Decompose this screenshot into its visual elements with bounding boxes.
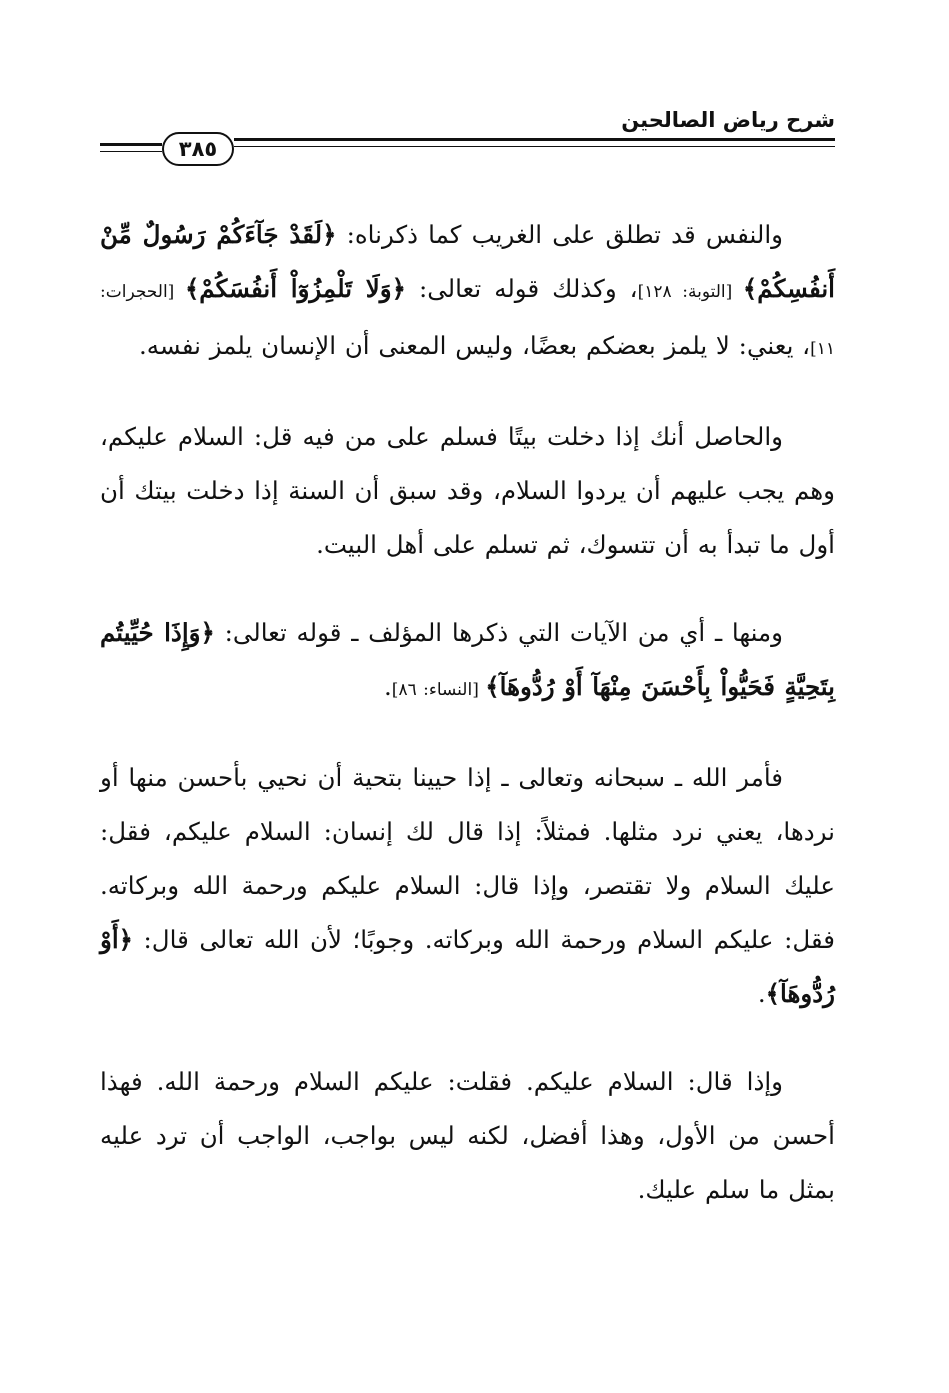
paragraph-1-text-b: ، وكذلك قوله تعالى: [405,274,638,303]
book-title: شرح رياض الصالحين [621,108,835,132]
page-body [100,208,835,1251]
quran-verse: ﴿وَإِذَا حُيِّيتُم بِتَحِيَّةٍ فَحَيُّواْ بِأَحْسَنَ مِنْهَآ أَوْ رُدُّوهَآ﴾ [100,618,835,701]
paragraph-3 [100,606,835,717]
verse-reference: [النساء: ٨٦] [391,680,486,700]
paragraph-4-text-a: فأمر الله ـ سبحانه وتعالى ـ إذا حيينا بتحية أن نحيي بأحسن منها أو نردها، يعني نرد مثلها. فمثلاً: إذا قال لك إنسان: السلام عليكم، فقل: عليك السلام ولا تقتصر، وإذا قال: السلام عليكم ورحمة الله وبركاته. فقل: عليكم السلام ورحمة الله وبركاته. وجوبًا؛ لأن الله تعالى قال: [100,763,835,954]
quran-verse: ﴿أَوْ رُدُّوهَآ﴾ [100,925,835,1008]
header-rule-right-bottom [234,146,835,147]
paragraph-2 [100,410,835,572]
verse-reference: [التوبة: ١٢٨] [637,282,743,302]
paragraph-5 [100,1055,835,1217]
quran-verse: ﴿وَلَا تَلْمِزُوٓاْ أَنفُسَكُمْ﴾ [184,274,406,303]
paragraph-4-text-b: . [757,979,766,1008]
header-rule-left-bottom [100,151,162,152]
header-rule-left-top [100,143,162,146]
paragraph-1 [100,208,835,376]
paragraph-1-text-a: والنفس قد تطلق على الغريب كما ذكرناه: [336,220,783,249]
paragraph-3-text-a: ومنها ـ أي من الآيات التي ذكرها المؤلف ـ قوله تعالى: [214,618,783,647]
paragraph-3-text-b: . [384,672,392,701]
paragraph-5-text: وإذا قال: السلام عليكم. فقلت: عليكم السلام ورحمة الله. فهذا أحسن من الأول، وهذا أفضل، لكنه ليس بواجب، الواجب أن ترد عليه بمثل ما سلم عليك. [100,1067,835,1204]
paragraph-2-text: والحاصل أنك إذا دخلت بيتًا فسلم على من فيه قل: السلام عليكم، وهم يجب عليهم أن يردوا السلام، وقد سبق أن السنة إذا دخلت بيتك أن أول ما تبدأ به أن تتسوك، ثم تسلم على أهل البيت. [100,422,835,559]
quran-verse: ﴿لَقَدْ جَآءَكُمْ رَسُولٌ مِّنْ أَنفُسِكُمْ﴾ [100,220,835,303]
header-rule-right-top [234,138,835,141]
verse-reference: [الحجرات: ١١] [100,282,835,359]
paragraph-1-text-c: ، يعني: لا يلمز بعضكم بعضًا، وليس المعنى أن الإنسان يلمز نفسه. [138,331,811,360]
page-header [100,108,835,168]
page-number: ٣٨٥ [162,132,234,166]
paragraph-4 [100,751,835,1021]
